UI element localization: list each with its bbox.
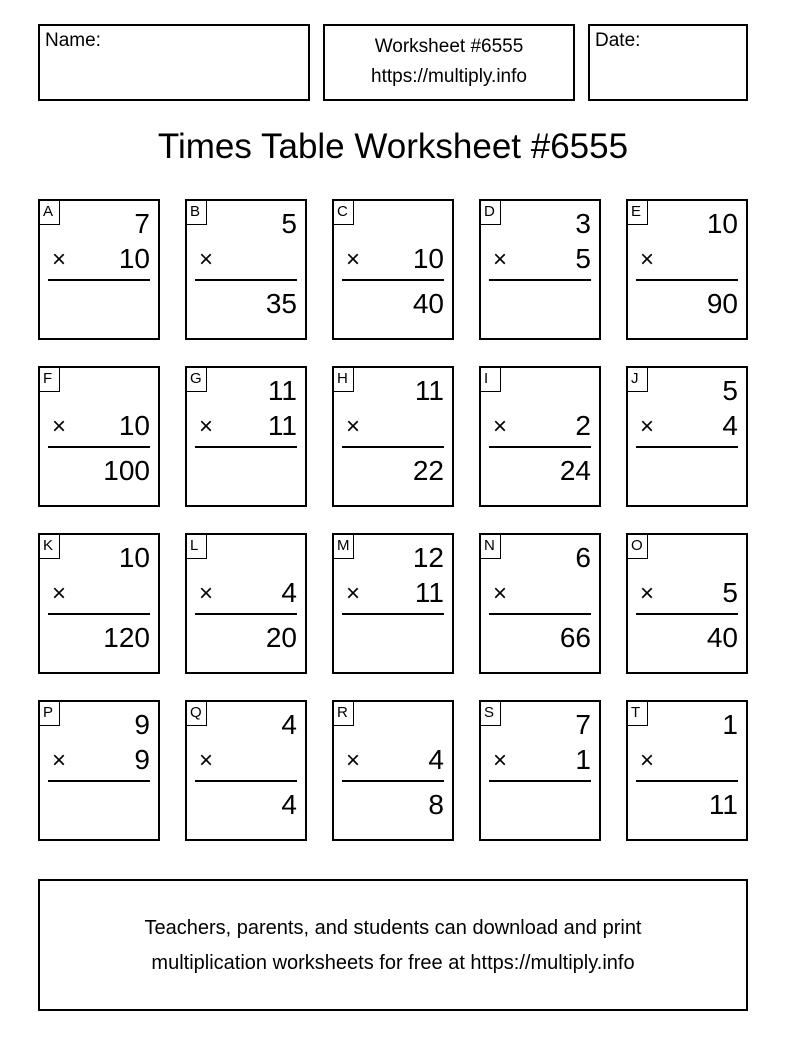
name-field-box xyxy=(38,24,310,101)
problem-card xyxy=(332,533,454,674)
times-symbol: × xyxy=(346,246,361,273)
problem-multiplier: 9 xyxy=(134,744,150,775)
times-symbol: × xyxy=(199,413,214,440)
answer-line xyxy=(195,780,297,782)
problem-label: C xyxy=(334,201,354,225)
problem-top-number: 7 xyxy=(575,709,591,740)
worksheet-number: Worksheet #6555 xyxy=(374,36,524,57)
times-symbol: × xyxy=(52,747,67,774)
times-symbol: × xyxy=(346,413,361,440)
problem-answer: 8 xyxy=(428,789,444,820)
times-symbol: × xyxy=(493,246,508,273)
times-symbol: × xyxy=(346,747,361,774)
times-symbol: × xyxy=(640,580,655,607)
times-symbol: × xyxy=(640,246,655,273)
problem-answer: 100 xyxy=(103,455,150,486)
problem-card xyxy=(185,533,307,674)
footer-line-1: Teachers, parents, and students can download and print xyxy=(144,917,642,939)
problem-label: I xyxy=(481,368,501,392)
problem-multiplier: 11 xyxy=(267,410,297,441)
problem-card xyxy=(626,366,748,507)
problem-label: M xyxy=(334,535,354,559)
problem-multiplier: 1 xyxy=(575,744,591,775)
answer-line xyxy=(342,780,444,782)
problem-top-number: 12 xyxy=(412,542,444,573)
problem-top-number: 5 xyxy=(722,375,738,406)
problem-top-number: 10 xyxy=(118,542,150,573)
problem-answer: 24 xyxy=(559,455,591,486)
problem-answer: 120 xyxy=(103,622,150,653)
times-symbol: × xyxy=(493,747,508,774)
problem-answer: 90 xyxy=(706,288,738,319)
problem-top-number: 4 xyxy=(281,709,297,740)
problem-multiplier: 11 xyxy=(414,577,444,608)
problem-card xyxy=(626,533,748,674)
problem-answer: 22 xyxy=(412,455,444,486)
times-symbol: × xyxy=(199,246,214,273)
footer-box xyxy=(38,879,748,1011)
problem-label: A xyxy=(40,201,60,225)
problem-card xyxy=(38,533,160,674)
problem-multiplier: 4 xyxy=(722,410,738,441)
problem-card xyxy=(38,700,160,841)
problem-label: O xyxy=(628,535,648,559)
problem-top-number: 11 xyxy=(414,375,444,406)
problem-label: F xyxy=(40,368,60,392)
times-symbol: × xyxy=(52,580,67,607)
problem-multiplier: 5 xyxy=(722,577,738,608)
problem-label: S xyxy=(481,702,501,726)
worksheet-id-box xyxy=(323,24,575,101)
problem-top-number: 10 xyxy=(706,208,738,239)
answer-line xyxy=(489,780,591,782)
answer-line xyxy=(636,780,738,782)
problem-card xyxy=(185,700,307,841)
problem-card xyxy=(332,199,454,340)
answer-line xyxy=(195,279,297,281)
problem-card xyxy=(332,700,454,841)
problem-label: L xyxy=(187,535,207,559)
problem-card xyxy=(185,366,307,507)
footer-line-2: multiplication worksheets for free at https://multiply.info xyxy=(151,952,635,974)
problem-card xyxy=(479,533,601,674)
problem-card xyxy=(626,700,748,841)
answer-line xyxy=(636,279,738,281)
date-label: Date: xyxy=(595,30,641,51)
problem-card xyxy=(479,366,601,507)
problem-label: J xyxy=(628,368,648,392)
answer-line xyxy=(48,613,150,615)
worksheet-url: https://multiply.info xyxy=(371,66,527,87)
problem-label: H xyxy=(334,368,354,392)
answer-line xyxy=(195,446,297,448)
problem-multiplier: 5 xyxy=(575,243,591,274)
problem-answer: 4 xyxy=(281,789,297,820)
problem-multiplier: 2 xyxy=(575,410,591,441)
problem-multiplier: 10 xyxy=(118,243,150,274)
page-title: Times Table Worksheet #6555 xyxy=(157,127,629,166)
answer-line xyxy=(489,613,591,615)
answer-line xyxy=(342,613,444,615)
answer-line xyxy=(489,446,591,448)
problem-multiplier: 4 xyxy=(428,744,444,775)
problem-card xyxy=(38,366,160,507)
answer-line xyxy=(48,279,150,281)
problem-card xyxy=(185,199,307,340)
problem-top-number: 1 xyxy=(722,709,738,740)
problem-card xyxy=(479,199,601,340)
problem-multiplier: 10 xyxy=(412,243,444,274)
times-symbol: × xyxy=(493,413,508,440)
times-symbol: × xyxy=(346,580,361,607)
answer-line xyxy=(48,446,150,448)
answer-line xyxy=(636,446,738,448)
problem-top-number: 11 xyxy=(267,375,297,406)
date-field-box xyxy=(588,24,748,101)
answer-line xyxy=(342,446,444,448)
problem-label: R xyxy=(334,702,354,726)
times-symbol: × xyxy=(52,246,67,273)
problem-top-number: 9 xyxy=(134,709,150,740)
problem-answer: 11 xyxy=(708,789,738,820)
problem-card xyxy=(479,700,601,841)
problem-answer: 40 xyxy=(706,622,738,653)
problem-label: P xyxy=(40,702,60,726)
problem-answer: 66 xyxy=(559,622,591,653)
answer-line xyxy=(636,613,738,615)
problem-card xyxy=(38,199,160,340)
times-symbol: × xyxy=(52,413,67,440)
answer-line xyxy=(489,279,591,281)
problem-answer: 20 xyxy=(265,622,297,653)
answer-line xyxy=(342,279,444,281)
problem-card xyxy=(626,199,748,340)
problem-top-number: 6 xyxy=(575,542,591,573)
problem-answer: 35 xyxy=(265,288,297,319)
problem-answer: 40 xyxy=(412,288,444,319)
answer-line xyxy=(48,780,150,782)
problem-multiplier: 4 xyxy=(281,577,297,608)
problem-label: E xyxy=(628,201,648,225)
problem-top-number: 3 xyxy=(575,208,591,239)
problem-label: N xyxy=(481,535,501,559)
problem-label: K xyxy=(40,535,60,559)
name-label: Name: xyxy=(45,30,101,51)
problem-label: G xyxy=(187,368,207,392)
problem-top-number: 7 xyxy=(134,208,150,239)
problem-multiplier: 10 xyxy=(118,410,150,441)
times-symbol: × xyxy=(199,747,214,774)
times-symbol: × xyxy=(640,413,655,440)
times-symbol: × xyxy=(493,580,508,607)
times-symbol: × xyxy=(199,580,214,607)
problem-label: T xyxy=(628,702,648,726)
problem-label: B xyxy=(187,201,207,225)
problem-label: Q xyxy=(187,702,207,726)
answer-line xyxy=(195,613,297,615)
problem-card xyxy=(332,366,454,507)
problem-top-number: 5 xyxy=(281,208,297,239)
problem-label: D xyxy=(481,201,501,225)
times-symbol: × xyxy=(640,747,655,774)
